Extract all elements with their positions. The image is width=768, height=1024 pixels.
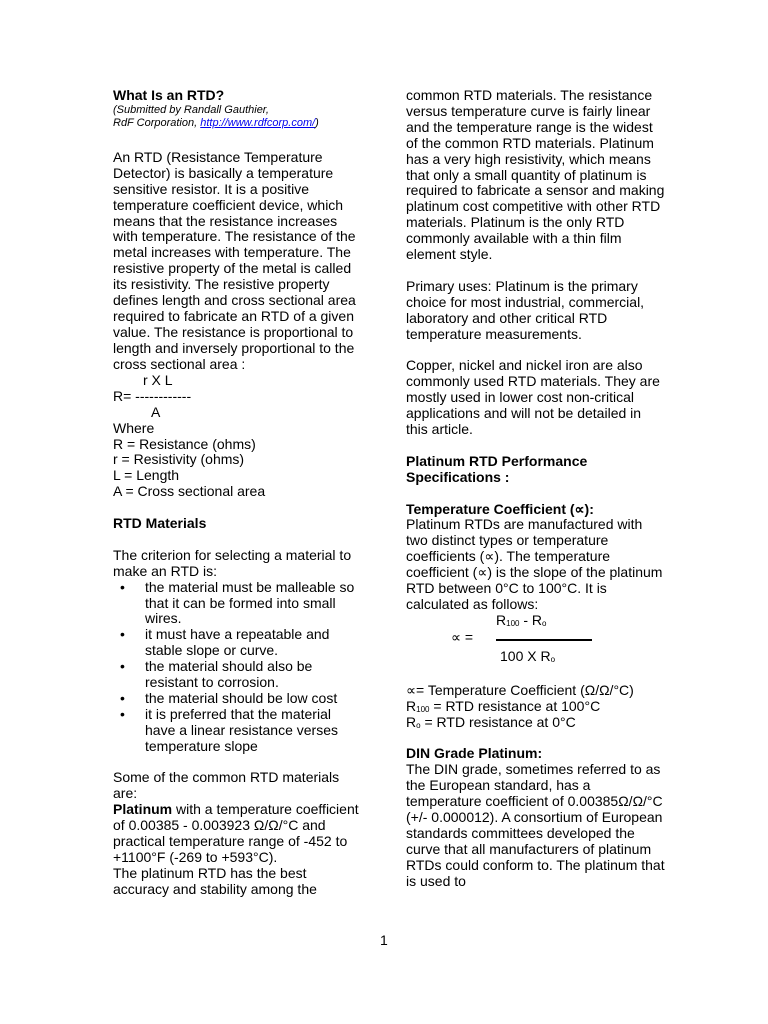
list-item: • the material should be low cost xyxy=(145,691,363,707)
r100-text: = RTD resistance at 100°C xyxy=(429,697,601,714)
right-column xyxy=(406,88,666,890)
ro-sub: o xyxy=(416,720,421,730)
din-heading: DIN Grade Platinum: xyxy=(406,745,543,762)
where-label: Where xyxy=(113,419,155,436)
ro-text: = RTD resistance at 0°C xyxy=(420,713,576,730)
sub-o: o xyxy=(542,618,547,628)
r100-sub: 100 xyxy=(416,704,430,714)
platinum-text: with a temperature coefficient of 0.00385 - 0.003923 Ω/Ω/°C and practical temperature range of -452 to +1100°F (-269 to +593°C). xyxy=(113,801,359,866)
platinum-best-text: The platinum RTD has the best accuracy and stability among the xyxy=(113,864,317,897)
list-item: • it must have a repeatable and stable slope or curve. xyxy=(145,627,363,659)
def-resistivity: r = Resistivity (ohms) xyxy=(113,451,245,468)
copper-nickel-paragraph: Copper, nickel and nickel iron are also commonly used RTD materials. They are mostly used in lower cost non-critical applications and will not be detailed in this article. xyxy=(406,357,660,437)
alpha-numerator xyxy=(496,613,547,629)
intro-paragraph: An RTD (Resistance Temperature Detector) is basically a temperature sensitive resistor. It is a positive temperature coefficient device, which means that the resistance increases with temperature. The resistance of the metal increases with temperature. The resistive property of the metal is called its resistivity. The resistive property defines length and cross sectional area required to fabricate an RTD of a given value. The resistance is proportional to length and inversely proportional to the cross sectional area : xyxy=(113,148,356,372)
def-length: L = Length xyxy=(113,467,180,484)
den-text: 100 X R xyxy=(500,647,551,664)
list-item: • the material should also be resistant to corrosion. xyxy=(145,659,363,691)
submitted-line-2: RdF Corporation, xyxy=(113,117,201,130)
formula-equals: R= ------------ xyxy=(113,387,192,404)
criterion-text: The criterion for selecting a material to make an RTD is: xyxy=(113,546,352,579)
resistance-formula xyxy=(113,373,363,421)
article-title: What Is an RTD? xyxy=(113,87,225,103)
sub-100: 100 xyxy=(506,618,520,628)
def-ro xyxy=(406,715,666,731)
def-resistance: R = Resistance (ohms) xyxy=(113,435,256,452)
primary-uses-paragraph: Primary uses: Platinum is the primary choice for most industrial, commercial, laboratory and other critical RTD temperature measurements. xyxy=(406,277,645,342)
minus-r: - R xyxy=(519,611,543,628)
page-number: 1 xyxy=(380,932,388,948)
list-item: • it is preferred that the material have a linear resistance verses temperature slope xyxy=(145,707,363,755)
formula-denominator: A xyxy=(151,403,161,420)
temperature-coefficient-text: Platinum RTDs are manufactured with two distinct types or temperature coefficients (∝). The temperature coefficient (∝) is the slope of the platinum RTD between 0°C to 100°C. It is calculated as follows: xyxy=(406,516,663,612)
submitted-line-2-end: ) xyxy=(315,117,319,130)
platinum-bold: Platinum xyxy=(113,801,173,818)
materials-heading: RTD Materials xyxy=(113,515,207,532)
submitted-line-1: (Submitted by Randall Gauthier, xyxy=(113,103,269,116)
def-area: A = Cross sectional area xyxy=(113,483,266,500)
formula-numerator: r X L xyxy=(143,371,173,388)
r-symbol: R xyxy=(496,611,507,628)
fraction-line xyxy=(496,639,592,641)
def-alpha: ∝= Temperature Coefficient (Ω/Ω/°C) xyxy=(406,681,634,698)
rdfcorp-link[interactable]: http://www.rdfcorp.com/ xyxy=(200,117,316,130)
alpha-denominator xyxy=(500,649,555,665)
r100-symbol: R xyxy=(406,697,417,714)
common-materials-text: Some of the common RTD materials are: xyxy=(113,769,340,802)
submitted-by xyxy=(113,104,363,118)
criteria-list xyxy=(113,580,363,755)
ro-symbol: R xyxy=(406,713,417,730)
def-r100 xyxy=(406,699,666,715)
performance-heading: Platinum RTD Performance Specifications : xyxy=(406,452,588,485)
left-column xyxy=(113,88,363,898)
list-item: • the material must be malleable so that it can be formed into small wires. xyxy=(145,580,363,628)
alpha-formula xyxy=(406,613,666,667)
temperature-coefficient-heading: Temperature Coefficient (∝): xyxy=(406,500,594,517)
continued-paragraph: common RTD materials. The resistance versus temperature curve is fairly linear and the temperature range is the widest of the common RTD materials. Platinum has a very high resistivity, which means that only a small quantity of platinum is required to fabricate a sensor and making platinum cost competitive with other RTD materials. Platinum is the only RTD commonly available with a thin film element style. xyxy=(406,87,665,263)
platinum-paragraph xyxy=(113,802,363,866)
den-sub-o: o xyxy=(550,654,556,664)
din-text: The DIN grade, sometimes referred to as the European standard, has a temperature coefficient of 0.00385Ω/Ω/°C (+/- 0.000012). A consortium of European standards committees developed the curve that all manufacturers of platinum RTDs could conform to. The platinum that is used to xyxy=(406,761,665,889)
alpha-equals: ∝ = xyxy=(451,628,474,645)
submitted-by-company xyxy=(113,117,363,131)
